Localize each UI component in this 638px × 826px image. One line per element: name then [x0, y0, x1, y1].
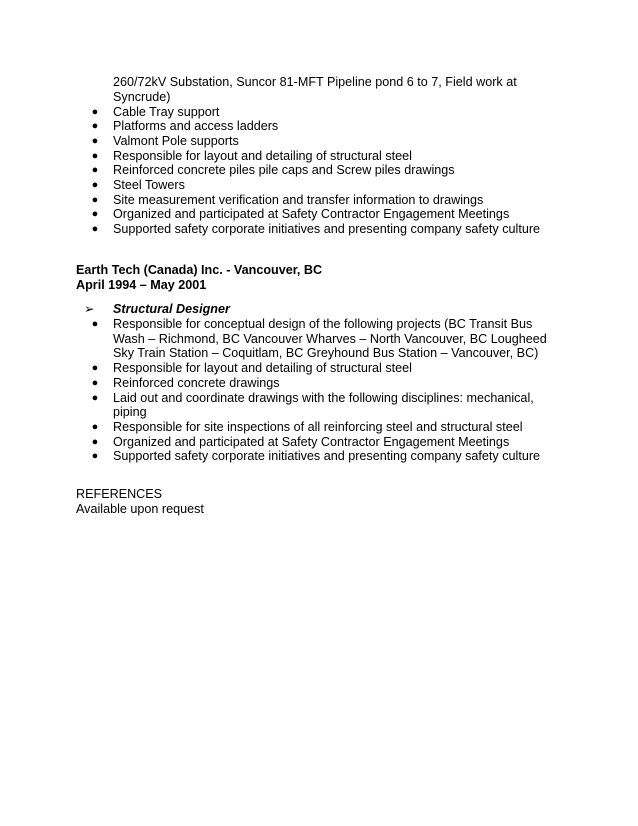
job1-bullet-list	[0, 105, 638, 237]
continuation-text	[0, 75, 638, 104]
bullet-icon: ●	[91, 120, 99, 133]
bullet-icon: ●	[91, 391, 99, 404]
references-text: Available upon request	[76, 501, 204, 516]
list-item-text: Responsible for conceptual design of the following projects (BC Transit Bus Wash – Richmond, BC Vancouver Wharves – North Vancouver, BC Lougheed Sky Train Station – Coquitlam, BC Greyhound Bus Station – Vancouver, BC)	[113, 317, 547, 361]
bullet-icon: ●	[91, 105, 99, 118]
continuation-line: Syncrude)	[113, 89, 171, 104]
list-item-text: Supported safety corporate initiatives and presenting company safety culture	[113, 449, 541, 464]
list-item-text: Responsible for layout and detailing of structural steel	[113, 148, 412, 163]
list-item	[0, 391, 538, 420]
bullet-icon: ●	[91, 193, 99, 206]
list-item-text: Steel Towers	[113, 178, 185, 193]
list-item	[0, 449, 558, 464]
bullet-icon: ●	[91, 149, 99, 162]
arrow-icon: ➢	[84, 302, 95, 316]
job2-bullet-list	[0, 317, 638, 464]
list-item-text: Reinforced concrete piles pile caps and Screw piles drawings	[113, 163, 455, 178]
list-item-text: Responsible for site inspections of all reinforcing steel and structural steel	[113, 419, 523, 434]
list-item-text: Supported safety corporate initiatives and presenting company safety culture	[113, 222, 541, 237]
list-item-text: Organized and participated at Safety Contractor Engagement Meetings	[113, 207, 510, 222]
bullet-icon: ●	[91, 179, 99, 192]
list-item-text: Organized and participated at Safety Contractor Engagement Meetings	[113, 434, 510, 449]
list-item	[0, 149, 558, 164]
bullet-icon: ●	[91, 208, 99, 221]
list-item	[0, 178, 558, 193]
list-item-text: Laid out and coordinate drawings with the following disciplines: mechanical, piping	[113, 390, 534, 420]
list-item-text: Platforms and access ladders	[113, 119, 279, 134]
list-item	[0, 163, 558, 178]
role-title: Structural Designer	[113, 302, 230, 316]
bullet-icon: ●	[91, 223, 99, 236]
list-item	[0, 134, 558, 149]
list-item	[0, 105, 558, 120]
bullet-icon: ●	[91, 164, 99, 177]
list-item	[0, 376, 558, 391]
bullet-icon: ●	[91, 134, 99, 147]
list-item	[0, 317, 558, 361]
bullet-icon: ●	[91, 435, 99, 448]
bullet-icon: ●	[91, 450, 99, 463]
list-item	[0, 119, 558, 134]
bullet-icon: ●	[91, 376, 99, 389]
references-heading: REFERENCES	[76, 487, 163, 501]
list-item	[0, 222, 558, 237]
date-range: April 1994 – May 2001	[76, 277, 207, 292]
bullet-icon: ●	[91, 362, 99, 375]
list-item-text: Responsible for layout and detailing of structural steel	[113, 361, 412, 376]
list-item-text: Reinforced concrete drawings	[113, 375, 280, 390]
list-item	[0, 435, 558, 450]
list-item	[0, 193, 558, 208]
company-heading: Earth Tech (Canada) Inc. - Vancouver, BC	[76, 263, 323, 277]
role-line	[0, 302, 638, 317]
list-item-text: Valmont Pole supports	[113, 133, 239, 148]
list-item	[0, 420, 558, 435]
list-item	[0, 361, 558, 376]
bullet-icon: ●	[91, 420, 99, 433]
continuation-line: 260/72kV Substation, Suncor 81-MFT Pipeline pond 6 to 7, Field work at	[113, 75, 517, 89]
list-item-text: Cable Tray support	[113, 104, 220, 119]
list-item-text: Site measurement verification and transfer information to drawings	[113, 192, 484, 207]
bullet-icon: ●	[91, 318, 99, 330]
list-item	[0, 207, 558, 222]
